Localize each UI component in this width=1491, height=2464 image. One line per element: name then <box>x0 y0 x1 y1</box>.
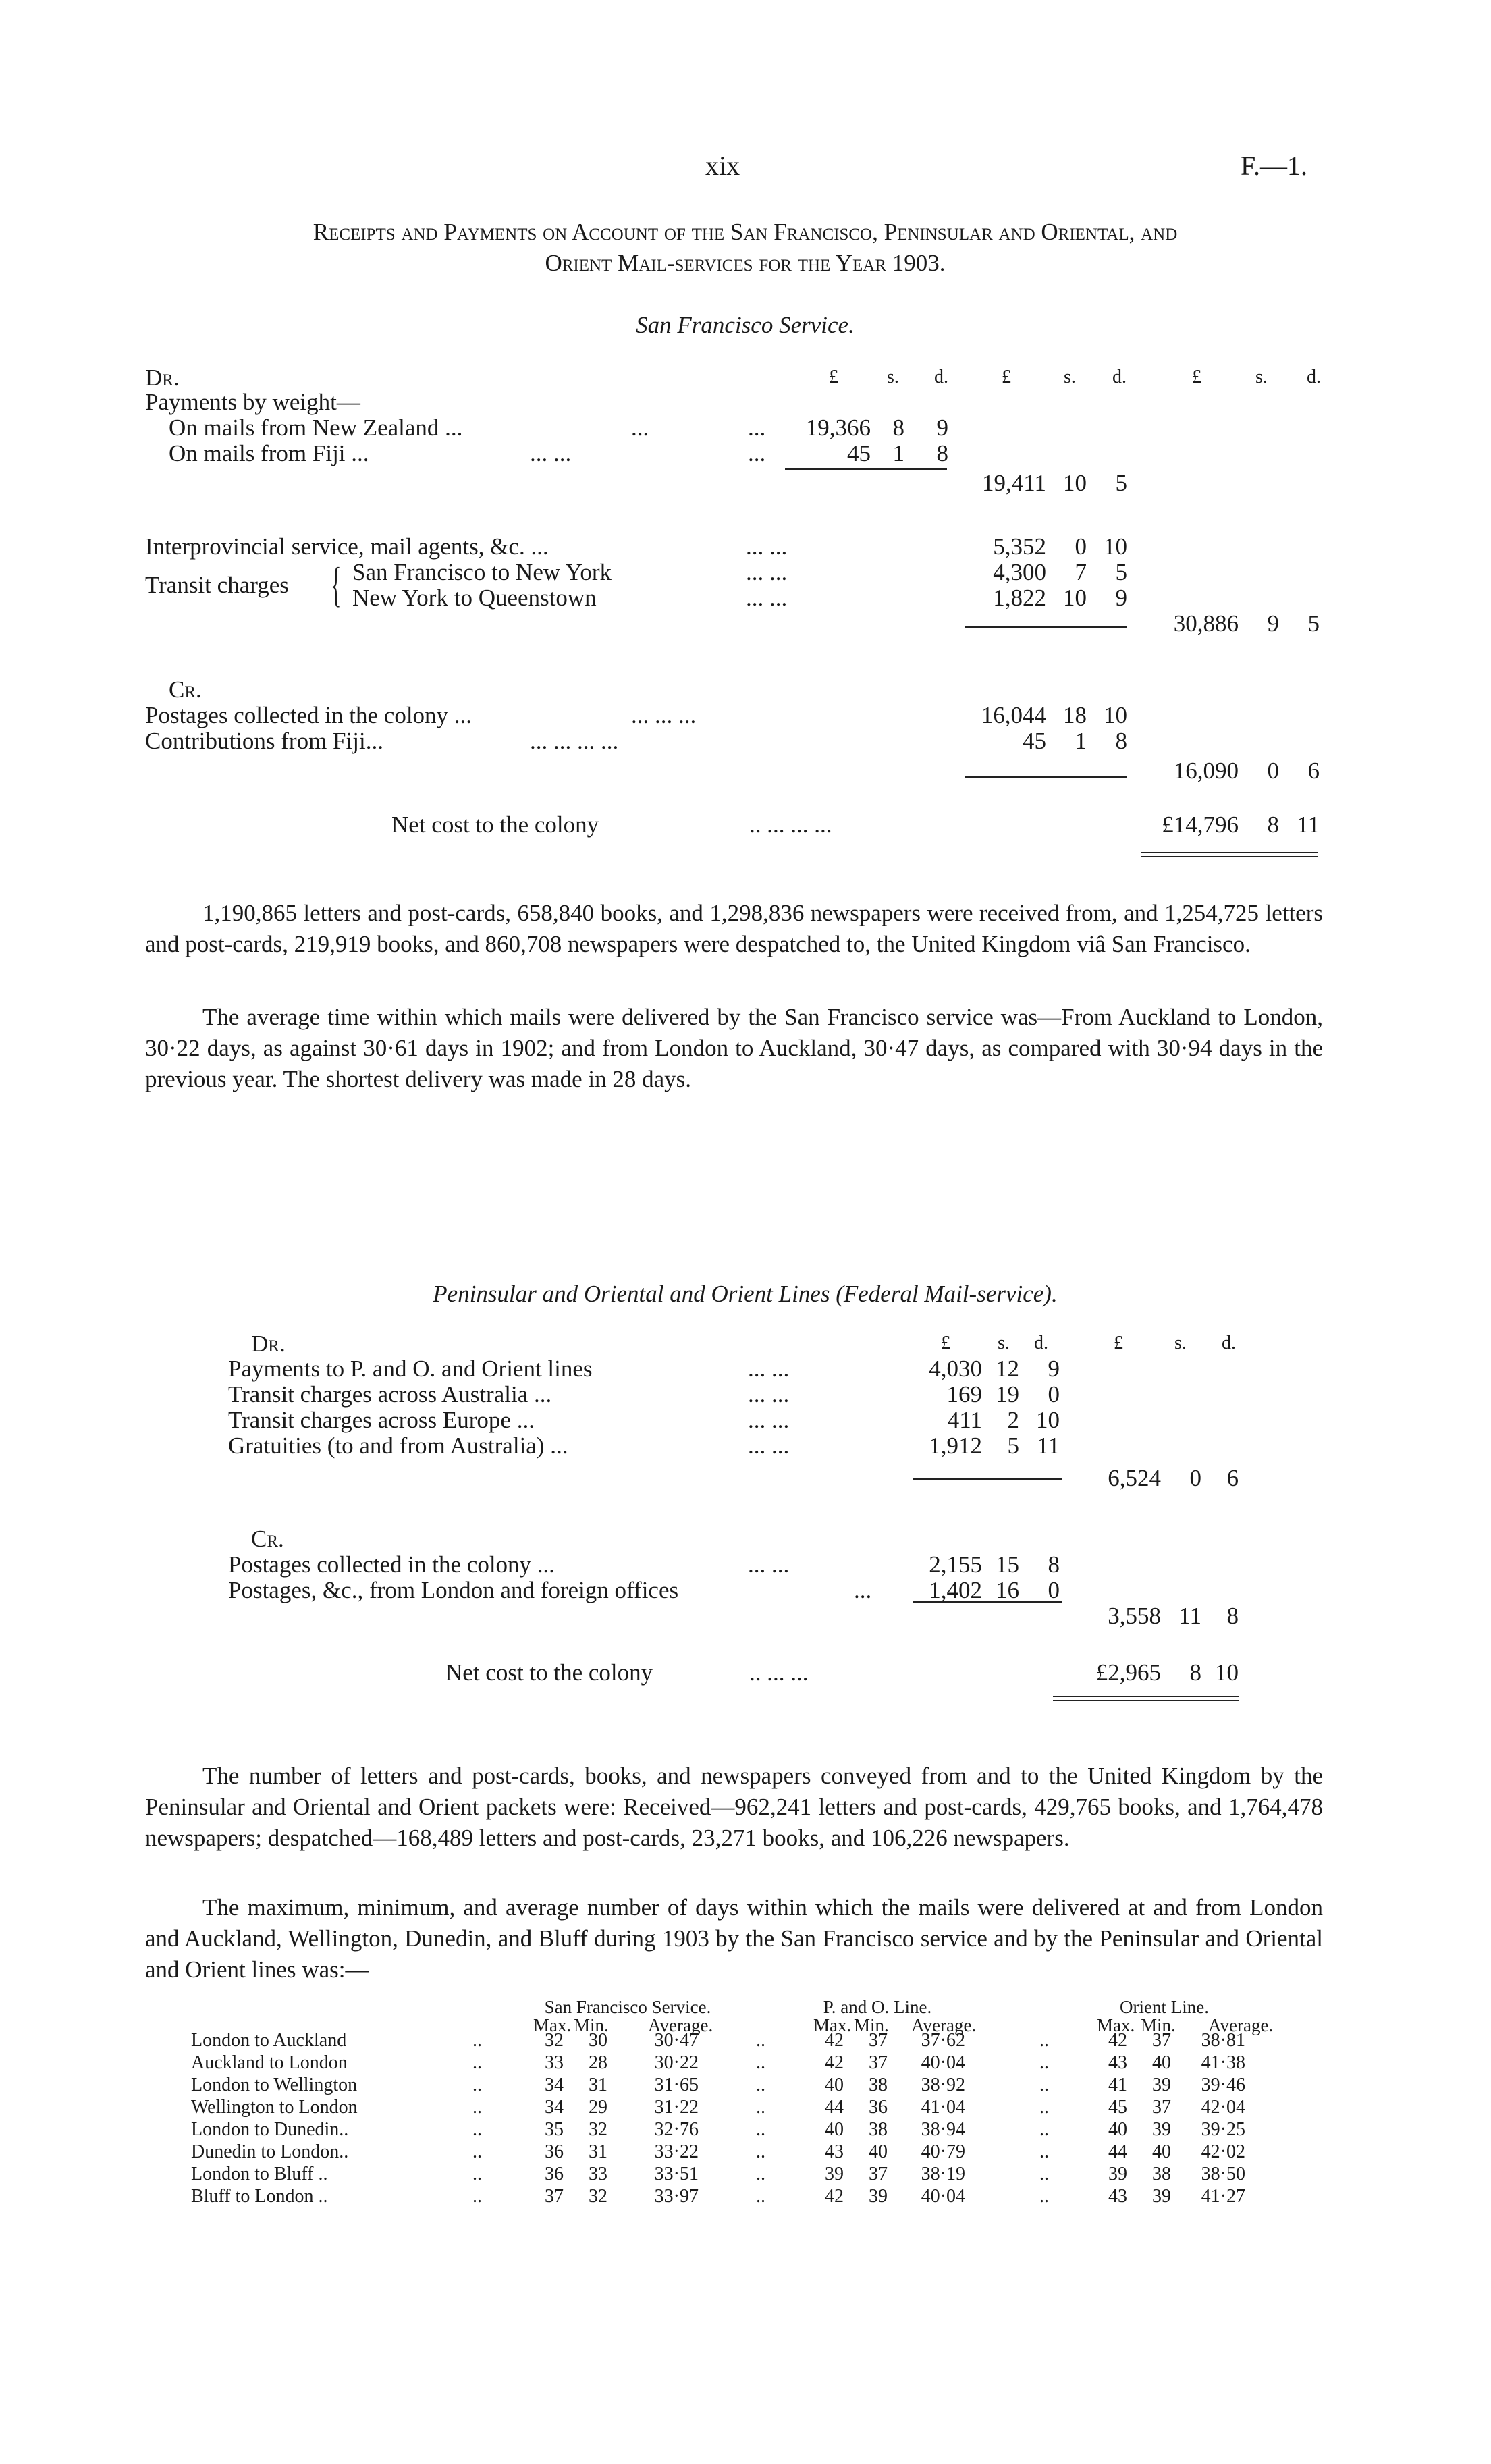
po-cr-row-pounds: 1,402 <box>929 1577 982 1603</box>
days-subhead: Min. <box>1141 2015 1176 2035</box>
sf-transit-a-dots: ... ... <box>746 559 788 585</box>
po-dr-row-pounds: 411 <box>947 1407 982 1433</box>
days-row-value: 37 <box>1152 2030 1171 2051</box>
days-row-value: 38·19 <box>921 2164 965 2185</box>
sf-contrib-pounds: 45 <box>1023 728 1046 754</box>
sf-contrib-pence: 8 <box>1115 728 1127 754</box>
days-subhead: Average. <box>648 2015 713 2035</box>
po-dr-row-pence: 0 <box>1048 1381 1060 1408</box>
days-row-value: 40 <box>825 2074 844 2095</box>
days-row-value: 39 <box>1152 2119 1171 2140</box>
sf-col-d-2: d. <box>1112 367 1127 387</box>
sf-dr-label: Dr. <box>145 365 180 391</box>
po-cr-row-shillings: 16 <box>996 1577 1019 1603</box>
sf-nz-lead: ... <box>748 414 766 441</box>
sf-cr-label: Cr. <box>169 676 202 703</box>
po-dr-row-shillings: 5 <box>1007 1432 1019 1459</box>
days-row-leader: .. <box>756 2052 765 2073</box>
sf-transit-b-pounds: 1,822 <box>993 585 1046 611</box>
days-row-route: London to Wellington <box>191 2074 358 2095</box>
sf-contrib-shillings: 1 <box>1075 728 1087 754</box>
page-numeral: xix <box>705 151 740 181</box>
days-row-value: 42·04 <box>1201 2097 1245 2118</box>
sf-contrib-dots: ... ... ... ... <box>530 728 619 754</box>
sf-fiji-lead: ... <box>748 440 766 466</box>
sf-transit-brace: { <box>331 558 342 612</box>
po-dr-row-label: Transit charges across Australia ... <box>228 1381 552 1408</box>
sf-interprovincial-dots: ... ... <box>746 533 788 560</box>
sf-col-d-1: d. <box>934 367 948 387</box>
sf-net-dots: .. ... ... ... <box>749 811 832 838</box>
days-row-value: 36 <box>869 2097 888 2118</box>
days-row-leader: .. <box>1039 2164 1049 2185</box>
sf-subtotal-shillings: 10 <box>1063 470 1087 496</box>
days-row-value: 37 <box>545 2186 564 2207</box>
po-cr-row-label: Postages collected in the colony ... <box>228 1551 555 1578</box>
days-row-value: 33 <box>545 2052 564 2073</box>
po-letters-paragraph: The number of letters and post-cards, books, and newspapers conveyed from and to the United Kingdom by the Peninsular and Oriental and Orient packets were: Received—962,241 letters and post-cards, 429,765 books, and 1,764,478 newspapers; despatched—168,489 letters and post-cards, 23,271 books, and 106,226 newspapers. <box>145 1763 1323 1851</box>
sf-postages-label: Postages collected in the colony ... <box>145 702 472 728</box>
days-row-value: 42·02 <box>1201 2141 1245 2162</box>
days-row-leader: .. <box>1039 2097 1049 2118</box>
po-cr-row-pence: 8 <box>1048 1551 1060 1578</box>
sf-total-cr-pounds: 16,090 <box>1173 757 1239 784</box>
po-dr-rule <box>913 1478 1062 1480</box>
days-row-value: 41·04 <box>921 2097 965 2118</box>
sf-interprovincial-pence: 10 <box>1104 533 1127 560</box>
days-row-value: 37·62 <box>921 2030 965 2051</box>
days-row-value: 42 <box>825 2186 844 2207</box>
days-row-value: 34 <box>545 2074 564 2095</box>
sf-col-pound-1: £ <box>829 367 838 387</box>
days-group-sf: San Francisco Service. <box>544 1997 711 2017</box>
days-row-leader: .. <box>472 2119 482 2140</box>
days-row-value: 37 <box>869 2030 888 2051</box>
days-row-leader: .. <box>756 2164 765 2185</box>
days-row-value: 28 <box>589 2052 607 2073</box>
days-row-leader: .. <box>1039 2186 1049 2207</box>
days-row-value: 42 <box>825 2052 844 2073</box>
po-net-label: Net cost to the colony <box>445 1659 653 1686</box>
sf-col-d-3: d. <box>1307 367 1321 387</box>
title-line-2: Orient Mail-services for the Year 1903. <box>545 250 946 276</box>
days-row-leader: .. <box>756 2074 765 2095</box>
sf-nz-pence: 9 <box>936 414 948 441</box>
days-subhead: Average. <box>911 2015 977 2035</box>
po-total-cr-pence: 8 <box>1226 1603 1239 1629</box>
sf-transit-a-label: San Francisco to New York <box>352 559 612 585</box>
days-row-value: 40 <box>869 2141 888 2162</box>
days-row-value: 40·79 <box>921 2141 965 2162</box>
days-row-value: 33·97 <box>654 2186 699 2207</box>
days-row-leader: .. <box>472 2074 482 2095</box>
po-cr-row-label: Postages, &c., from London and foreign offices <box>228 1577 679 1603</box>
sf-fiji-label: On mails from Fiji ... <box>169 440 369 466</box>
sf-transit-b-label: New York to Queenstown <box>352 585 597 611</box>
days-row-leader: .. <box>472 2097 482 2118</box>
po-dr-row-dots: ... ... <box>748 1407 790 1433</box>
days-row-value: 38 <box>869 2119 888 2140</box>
days-row-leader: .. <box>1039 2030 1049 2051</box>
days-row-route: London to Bluff .. <box>191 2164 328 2185</box>
po-cr-row-pounds: 2,155 <box>929 1551 982 1578</box>
days-row-value: 41·38 <box>1201 2052 1245 2073</box>
days-row-value: 31·65 <box>654 2074 699 2095</box>
days-row-value: 38 <box>869 2074 888 2095</box>
po-dr-row-pence: 9 <box>1048 1356 1060 1382</box>
days-row-value: 36 <box>545 2141 564 2162</box>
po-dr-row-dots: ... ... <box>748 1432 790 1459</box>
sf-transit-a-pounds: 4,300 <box>993 559 1046 585</box>
days-row-leader: .. <box>1039 2119 1049 2140</box>
sf-transit-a-shillings: 7 <box>1075 559 1087 585</box>
sf-transit-b-pence: 9 <box>1115 585 1127 611</box>
sf-total-cr-shillings: 0 <box>1267 757 1279 784</box>
sf-net-pence: 11 <box>1297 811 1320 838</box>
po-col-pound-1: £ <box>941 1333 950 1354</box>
days-row-leader: .. <box>1039 2074 1049 2095</box>
po-dr-row-shillings: 2 <box>1007 1407 1019 1433</box>
po-net-dots: .. ... ... <box>749 1659 809 1686</box>
days-row-leader: .. <box>472 2164 482 2185</box>
days-row-route: London to Dunedin.. <box>191 2119 349 2140</box>
sf-interprovincial-shillings: 0 <box>1075 533 1087 560</box>
sf-cr-rule <box>965 776 1127 778</box>
days-row-value: 41 <box>1108 2074 1127 2095</box>
po-heading: Peninsular and Oriental and Orient Lines (Federal Mail-service). <box>433 1281 1058 1307</box>
sf-delivery-paragraph: The average time within which mails were delivered by the San Francisco service was—From Auckland to London, 30·22 days, as against 30·61 days in 1902; and from London to Auckland, 30·47 days, as compared with 30·94 days in the previous year. The shortest delivery was made in 28 days. <box>145 1004 1323 1092</box>
days-row-value: 39 <box>1152 2186 1171 2207</box>
days-row-value: 40 <box>1152 2141 1171 2162</box>
days-row-value: 40·04 <box>921 2052 965 2073</box>
days-row-value: 39·46 <box>1201 2074 1245 2095</box>
po-col-s-1: s. <box>998 1333 1010 1354</box>
days-row-leader: .. <box>1039 2141 1049 2162</box>
po-total-dr-shillings: 0 <box>1189 1465 1201 1491</box>
days-row-leader: .. <box>472 2030 482 2051</box>
po-dr-row-shillings: 12 <box>996 1356 1019 1382</box>
sf-col-s-1: s. <box>887 367 899 387</box>
sf-transit-a-pence: 5 <box>1115 559 1127 585</box>
po-cr-row-dots: ... ... <box>748 1551 790 1578</box>
days-row-value: 39·25 <box>1201 2119 1245 2140</box>
po-col-d-2: d. <box>1222 1333 1236 1354</box>
days-row-value: 30·47 <box>654 2030 699 2051</box>
sf-col-pound-3: £ <box>1192 367 1201 387</box>
days-row-value: 33·51 <box>654 2164 699 2185</box>
sf-nz-shillings: 8 <box>892 414 904 441</box>
po-dr-row-dots: ... ... <box>748 1356 790 1382</box>
days-row-value: 39 <box>1152 2074 1171 2095</box>
sf-subtotal-rule <box>785 468 947 470</box>
po-cr-rule <box>913 1601 1062 1603</box>
sf-nz-dots: ... <box>631 414 649 441</box>
days-row-value: 38 <box>1152 2164 1171 2185</box>
days-row-route: Dunedin to London.. <box>191 2141 349 2162</box>
sf-postages-pounds: 16,044 <box>981 702 1046 728</box>
po-cr-row-dots: ... <box>854 1577 872 1603</box>
days-row-value: 38·50 <box>1201 2164 1245 2185</box>
po-net-double-rule <box>1053 1696 1239 1701</box>
sf-total-dr-pence: 5 <box>1307 610 1320 637</box>
po-col-s-2: s. <box>1174 1333 1187 1354</box>
days-row-value: 43 <box>1108 2052 1127 2073</box>
days-row-value: 31 <box>589 2074 607 2095</box>
days-row-value: 31·22 <box>654 2097 699 2118</box>
sf-postages-shillings: 18 <box>1063 702 1087 728</box>
days-row-value: 33·22 <box>654 2141 699 2162</box>
days-row-leader: .. <box>472 2141 482 2162</box>
days-group-orient: Orient Line. <box>1120 1997 1209 2017</box>
days-row-leader: .. <box>756 2119 765 2140</box>
po-dr-row-shillings: 19 <box>996 1381 1019 1408</box>
po-net-pence: 10 <box>1215 1659 1239 1686</box>
sf-total-cr-pence: 6 <box>1307 757 1320 784</box>
po-total-dr-pence: 6 <box>1226 1465 1239 1491</box>
sf-col-s-2: s. <box>1064 367 1076 387</box>
days-row-route: Auckland to London <box>191 2052 348 2073</box>
sf-total-dr-pounds: 30,886 <box>1173 610 1239 637</box>
sf-col-s-3: s. <box>1255 367 1268 387</box>
days-row-value: 40 <box>1152 2052 1171 2073</box>
sf-transit-b-dots: ... ... <box>746 585 788 611</box>
sf-total-dr-shillings: 9 <box>1267 610 1279 637</box>
sf-heading: San Francisco Service. <box>636 312 855 338</box>
po-dr-label: Dr. <box>251 1331 286 1357</box>
days-row-value: 40 <box>1108 2119 1127 2140</box>
days-row-value: 38·92 <box>921 2074 965 2095</box>
po-cr-label: Cr. <box>251 1526 284 1552</box>
po-total-dr-pounds: 6,524 <box>1108 1465 1161 1491</box>
po-dr-row-pence: 11 <box>1037 1432 1060 1459</box>
sf-net-label: Net cost to the colony <box>391 811 599 838</box>
days-row-leader: .. <box>1039 2052 1049 2073</box>
days-row-leader: .. <box>756 2186 765 2207</box>
po-dr-row-label: Transit charges across Europe ... <box>228 1407 535 1433</box>
sf-fiji-dots: ... ... <box>530 440 572 466</box>
sf-interprovincial-label: Interprovincial service, mail agents, &c. ... <box>145 533 549 560</box>
days-group-po: P. and O. Line. <box>823 1997 932 2017</box>
days-row-value: 44 <box>1108 2141 1127 2162</box>
days-subhead: Average. <box>1208 2015 1274 2035</box>
days-row-route: Bluff to London .. <box>191 2186 328 2207</box>
days-row-value: 37 <box>1152 2097 1171 2118</box>
po-dr-row-pounds: 169 <box>946 1381 982 1408</box>
po-net-shillings: 8 <box>1189 1659 1201 1686</box>
days-row-value: 29 <box>589 2097 607 2118</box>
sf-net-pounds: £14,796 <box>1162 811 1239 838</box>
days-row-leader: .. <box>756 2030 765 2051</box>
po-dr-row-pence: 10 <box>1036 1407 1060 1433</box>
days-row-route: London to Auckland <box>191 2030 347 2051</box>
days-row-value: 39 <box>1108 2164 1127 2185</box>
days-row-value: 32 <box>589 2186 607 2207</box>
days-row-value: 39 <box>869 2186 888 2207</box>
days-row-value: 35 <box>545 2119 564 2140</box>
days-row-value: 33 <box>589 2164 607 2185</box>
days-row-value: 40 <box>825 2119 844 2140</box>
days-row-leader: .. <box>472 2052 482 2073</box>
days-row-value: 43 <box>825 2141 844 2162</box>
days-row-leader: .. <box>756 2097 765 2118</box>
sf-fiji-pounds: 45 <box>847 440 871 466</box>
days-row-value: 38·94 <box>921 2119 965 2140</box>
sf-col-pound-2: £ <box>1002 367 1011 387</box>
po-dr-row-dots: ... ... <box>748 1381 790 1408</box>
days-row-value: 37 <box>869 2164 888 2185</box>
po-dr-row-label: Payments to P. and O. and Orient lines <box>228 1356 593 1382</box>
days-intro-paragraph: The maximum, minimum, and average number of days within which the mails were delivered at and from London and Auckland, Wellington, Dunedin, and Bluff during 1903 by the San Francisco service and by the Peninsular and Oriental and Orient lines was:— <box>145 1894 1323 1983</box>
days-subhead: Min. <box>574 2015 609 2035</box>
sf-nz-pounds: 19,366 <box>805 414 871 441</box>
days-subhead: Max. <box>813 2015 852 2035</box>
po-dr-row-label: Gratuities (to and from Australia) ... <box>228 1432 568 1459</box>
days-row-value: 41·27 <box>1201 2186 1245 2207</box>
days-row-value: 34 <box>545 2097 564 2118</box>
days-row-value: 30·22 <box>654 2052 699 2073</box>
sf-nz-label: On mails from New Zealand ... <box>169 414 463 441</box>
po-col-d-1: d. <box>1034 1333 1048 1354</box>
sf-transit-b-shillings: 10 <box>1063 585 1087 611</box>
days-row-value: 45 <box>1108 2097 1127 2118</box>
days-row-value: 39 <box>825 2164 844 2185</box>
po-total-cr-shillings: 11 <box>1178 1603 1201 1629</box>
days-row-value: 36 <box>545 2164 564 2185</box>
days-subhead: Max. <box>1097 2015 1135 2035</box>
po-cr-row-pence: 0 <box>1048 1577 1060 1603</box>
days-row-value: 42 <box>825 2030 844 2051</box>
sf-net-shillings: 8 <box>1267 811 1279 838</box>
sf-weight-label: Payments by weight— <box>145 389 360 415</box>
days-row-value: 44 <box>825 2097 844 2118</box>
days-row-value: 43 <box>1108 2186 1127 2207</box>
days-subhead: Min. <box>854 2015 889 2035</box>
days-row-leader: .. <box>472 2186 482 2207</box>
sf-fiji-shillings: 1 <box>892 440 904 466</box>
days-row-leader: .. <box>756 2141 765 2162</box>
sf-fiji-pence: 8 <box>936 440 948 466</box>
days-row-value: 40·04 <box>921 2186 965 2207</box>
days-row-value: 42 <box>1108 2030 1127 2051</box>
po-net-pounds: £2,965 <box>1095 1659 1161 1686</box>
po-dr-row-pounds: 4,030 <box>929 1356 982 1382</box>
days-row-route: Wellington to London <box>191 2097 358 2118</box>
sf-net-double-rule <box>1141 852 1318 857</box>
days-row-value: 30 <box>589 2030 607 2051</box>
days-row-value: 32·76 <box>654 2119 699 2140</box>
title-line-1: Receipts and Payments on Account of the San Francisco, Peninsular and Oriental, and <box>313 219 1178 245</box>
sf-postages-pence: 10 <box>1104 702 1127 728</box>
sf-contrib-label: Contributions from Fiji... <box>145 728 383 754</box>
document-reference: F.—1. <box>1241 151 1308 181</box>
days-row-value: 31 <box>589 2141 607 2162</box>
days-row-value: 32 <box>589 2119 607 2140</box>
sf-dr-rule <box>965 626 1127 628</box>
po-dr-row-pounds: 1,912 <box>929 1432 982 1459</box>
days-subhead: Max. <box>533 2015 572 2035</box>
sf-transit-label: Transit charges <box>145 572 289 598</box>
sf-postages-dots: ... ... ... <box>631 702 697 728</box>
po-total-cr-pounds: 3,558 <box>1108 1603 1161 1629</box>
days-row-value: 37 <box>869 2052 888 2073</box>
po-col-pound-2: £ <box>1114 1333 1123 1354</box>
sf-interprovincial-pounds: 5,352 <box>993 533 1046 560</box>
sf-letters-paragraph: 1,190,865 letters and post-cards, 658,840 books, and 1,298,836 newspapers were received from, and 1,254,725 letters and post-cards, 219,919 books, and 860,708 newspapers were despatched to, the United Kingdom viâ San Francisco. <box>145 900 1323 957</box>
po-cr-row-shillings: 15 <box>996 1551 1019 1578</box>
sf-subtotal-pence: 5 <box>1115 470 1127 496</box>
days-row-value: 38·81 <box>1201 2030 1245 2051</box>
sf-subtotal-pounds: 19,411 <box>982 470 1046 496</box>
days-row-value: 32 <box>545 2030 564 2051</box>
